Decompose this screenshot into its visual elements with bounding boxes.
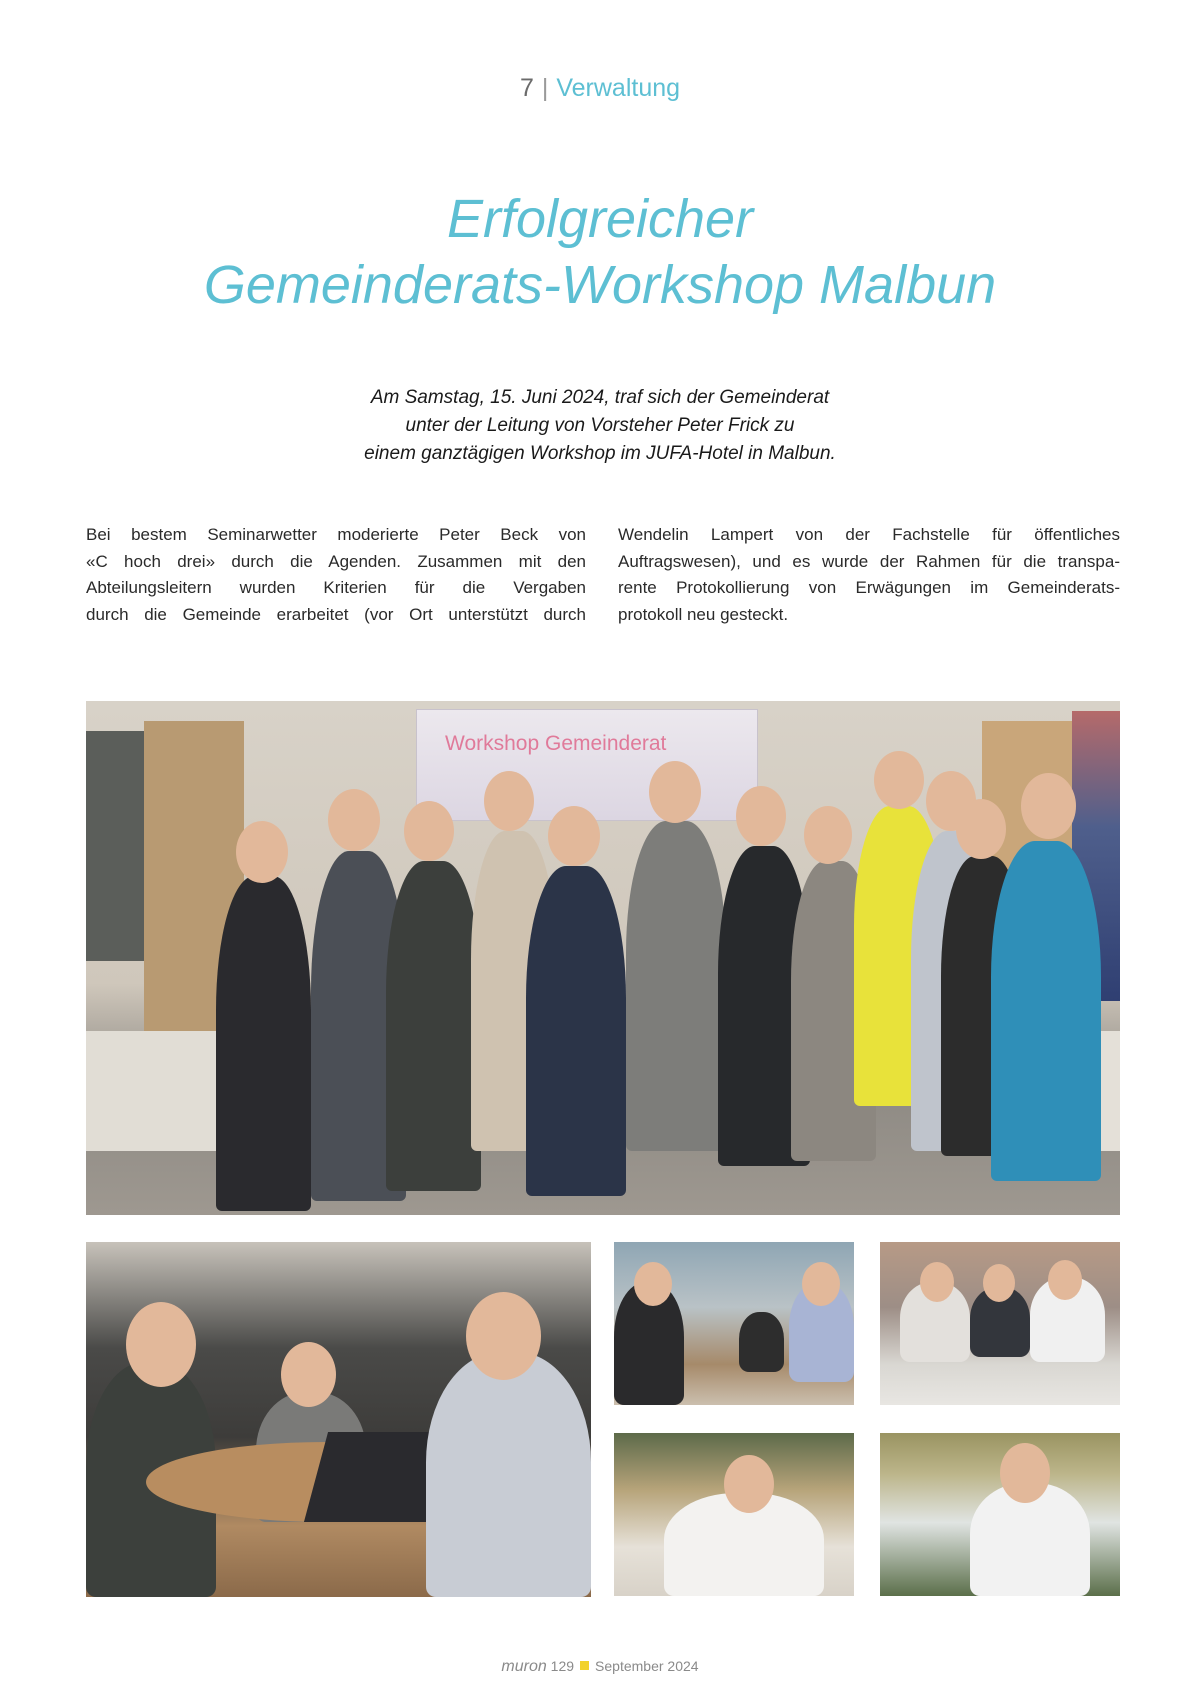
discussion-photo-table <box>86 1242 591 1597</box>
person-5-head <box>548 806 600 866</box>
screen-title: Workshop Gemeinderat <box>445 732 667 755</box>
body-right-line-4: protokoll neu gesteckt. <box>618 604 789 624</box>
footer-date: September 2024 <box>595 1658 699 1674</box>
person-e-head <box>983 1264 1015 1302</box>
workshop-photo-2 <box>880 1242 1120 1405</box>
person-12 <box>991 841 1101 1181</box>
body-left-line-2: «C hoch drei» durch die Agenden. Zusammen mit den <box>86 551 586 571</box>
footer-square-icon <box>580 1661 589 1670</box>
workshop-photo-1 <box>614 1242 854 1405</box>
title-line-2: Gemeinderats-Workshop Malbun <box>203 255 997 315</box>
person-8-head <box>804 806 852 864</box>
person-3-head <box>404 801 454 861</box>
group-photo <box>86 701 1120 1215</box>
person-5 <box>526 866 626 1196</box>
title-line-1: Erfolgreicher <box>446 189 754 249</box>
person-6-head <box>649 761 701 823</box>
projection-screen <box>416 709 758 821</box>
body-right-line-2: Auftragswesen), und es wurde der Rahmen für die transpa- <box>618 551 1120 571</box>
body-column-left <box>86 522 586 628</box>
header-separator: | <box>541 74 549 102</box>
person-2-head <box>328 789 380 851</box>
person-1 <box>216 876 311 1211</box>
person-b <box>739 1312 784 1372</box>
body-right-line-3: rente Protokollierung von Erwägungen im Gemeinderats- <box>618 578 1120 597</box>
person-f-head <box>1048 1260 1082 1300</box>
lead-line-3: einem ganztägigen Workshop im JUFA-Hotel in Malbun. <box>364 443 836 464</box>
person-9-head <box>874 751 924 809</box>
person-right <box>426 1352 591 1597</box>
workshop-photo-4 <box>880 1433 1120 1596</box>
body-left-line-3: Abteilungsleitern wurden Kriterien für die Vergaben <box>86 578 586 597</box>
footer-brand: muron <box>501 1658 547 1675</box>
person-middle-head <box>281 1342 336 1407</box>
person-right-head <box>466 1292 541 1380</box>
person-d-head <box>920 1262 954 1302</box>
article-lead <box>200 384 1000 468</box>
lead-line-2: unter der Leitung von Vorsteher Peter Frick zu <box>405 415 795 436</box>
body-right-line-1: Wendelin Lampert von der Fachstelle für öffentliches <box>618 525 1120 544</box>
lead-line-1: Am Samstag, 15. Juni 2024, traf sich der Gemeinderat <box>370 387 830 408</box>
page-header <box>0 74 1200 103</box>
person-g-head <box>724 1455 774 1513</box>
person-7-head <box>736 786 786 846</box>
body-column-right <box>618 522 1120 628</box>
person-a-head <box>634 1262 672 1306</box>
person-3 <box>386 861 481 1191</box>
person-6 <box>626 821 726 1151</box>
person-1-head <box>236 821 288 883</box>
page-number: 7 <box>519 74 534 102</box>
person-left-head <box>126 1302 196 1387</box>
article-title <box>0 186 1200 318</box>
person-11-head <box>956 799 1006 859</box>
person-12-head <box>1021 773 1076 839</box>
person-h-head <box>1000 1443 1050 1503</box>
section-name: Verwaltung <box>556 74 681 102</box>
body-left-line-4: durch die Gemeinde erarbeitet (vor Ort unterstützt durch <box>86 604 586 624</box>
footer-issue: 129 <box>550 1658 575 1674</box>
workshop-photo-3 <box>614 1433 854 1596</box>
person-4-head <box>484 771 534 831</box>
page-footer <box>0 1658 1200 1676</box>
person-c-head <box>802 1262 840 1306</box>
body-left-line-1: Bei bestem Seminarwetter moderierte Peter Beck von <box>86 525 586 544</box>
